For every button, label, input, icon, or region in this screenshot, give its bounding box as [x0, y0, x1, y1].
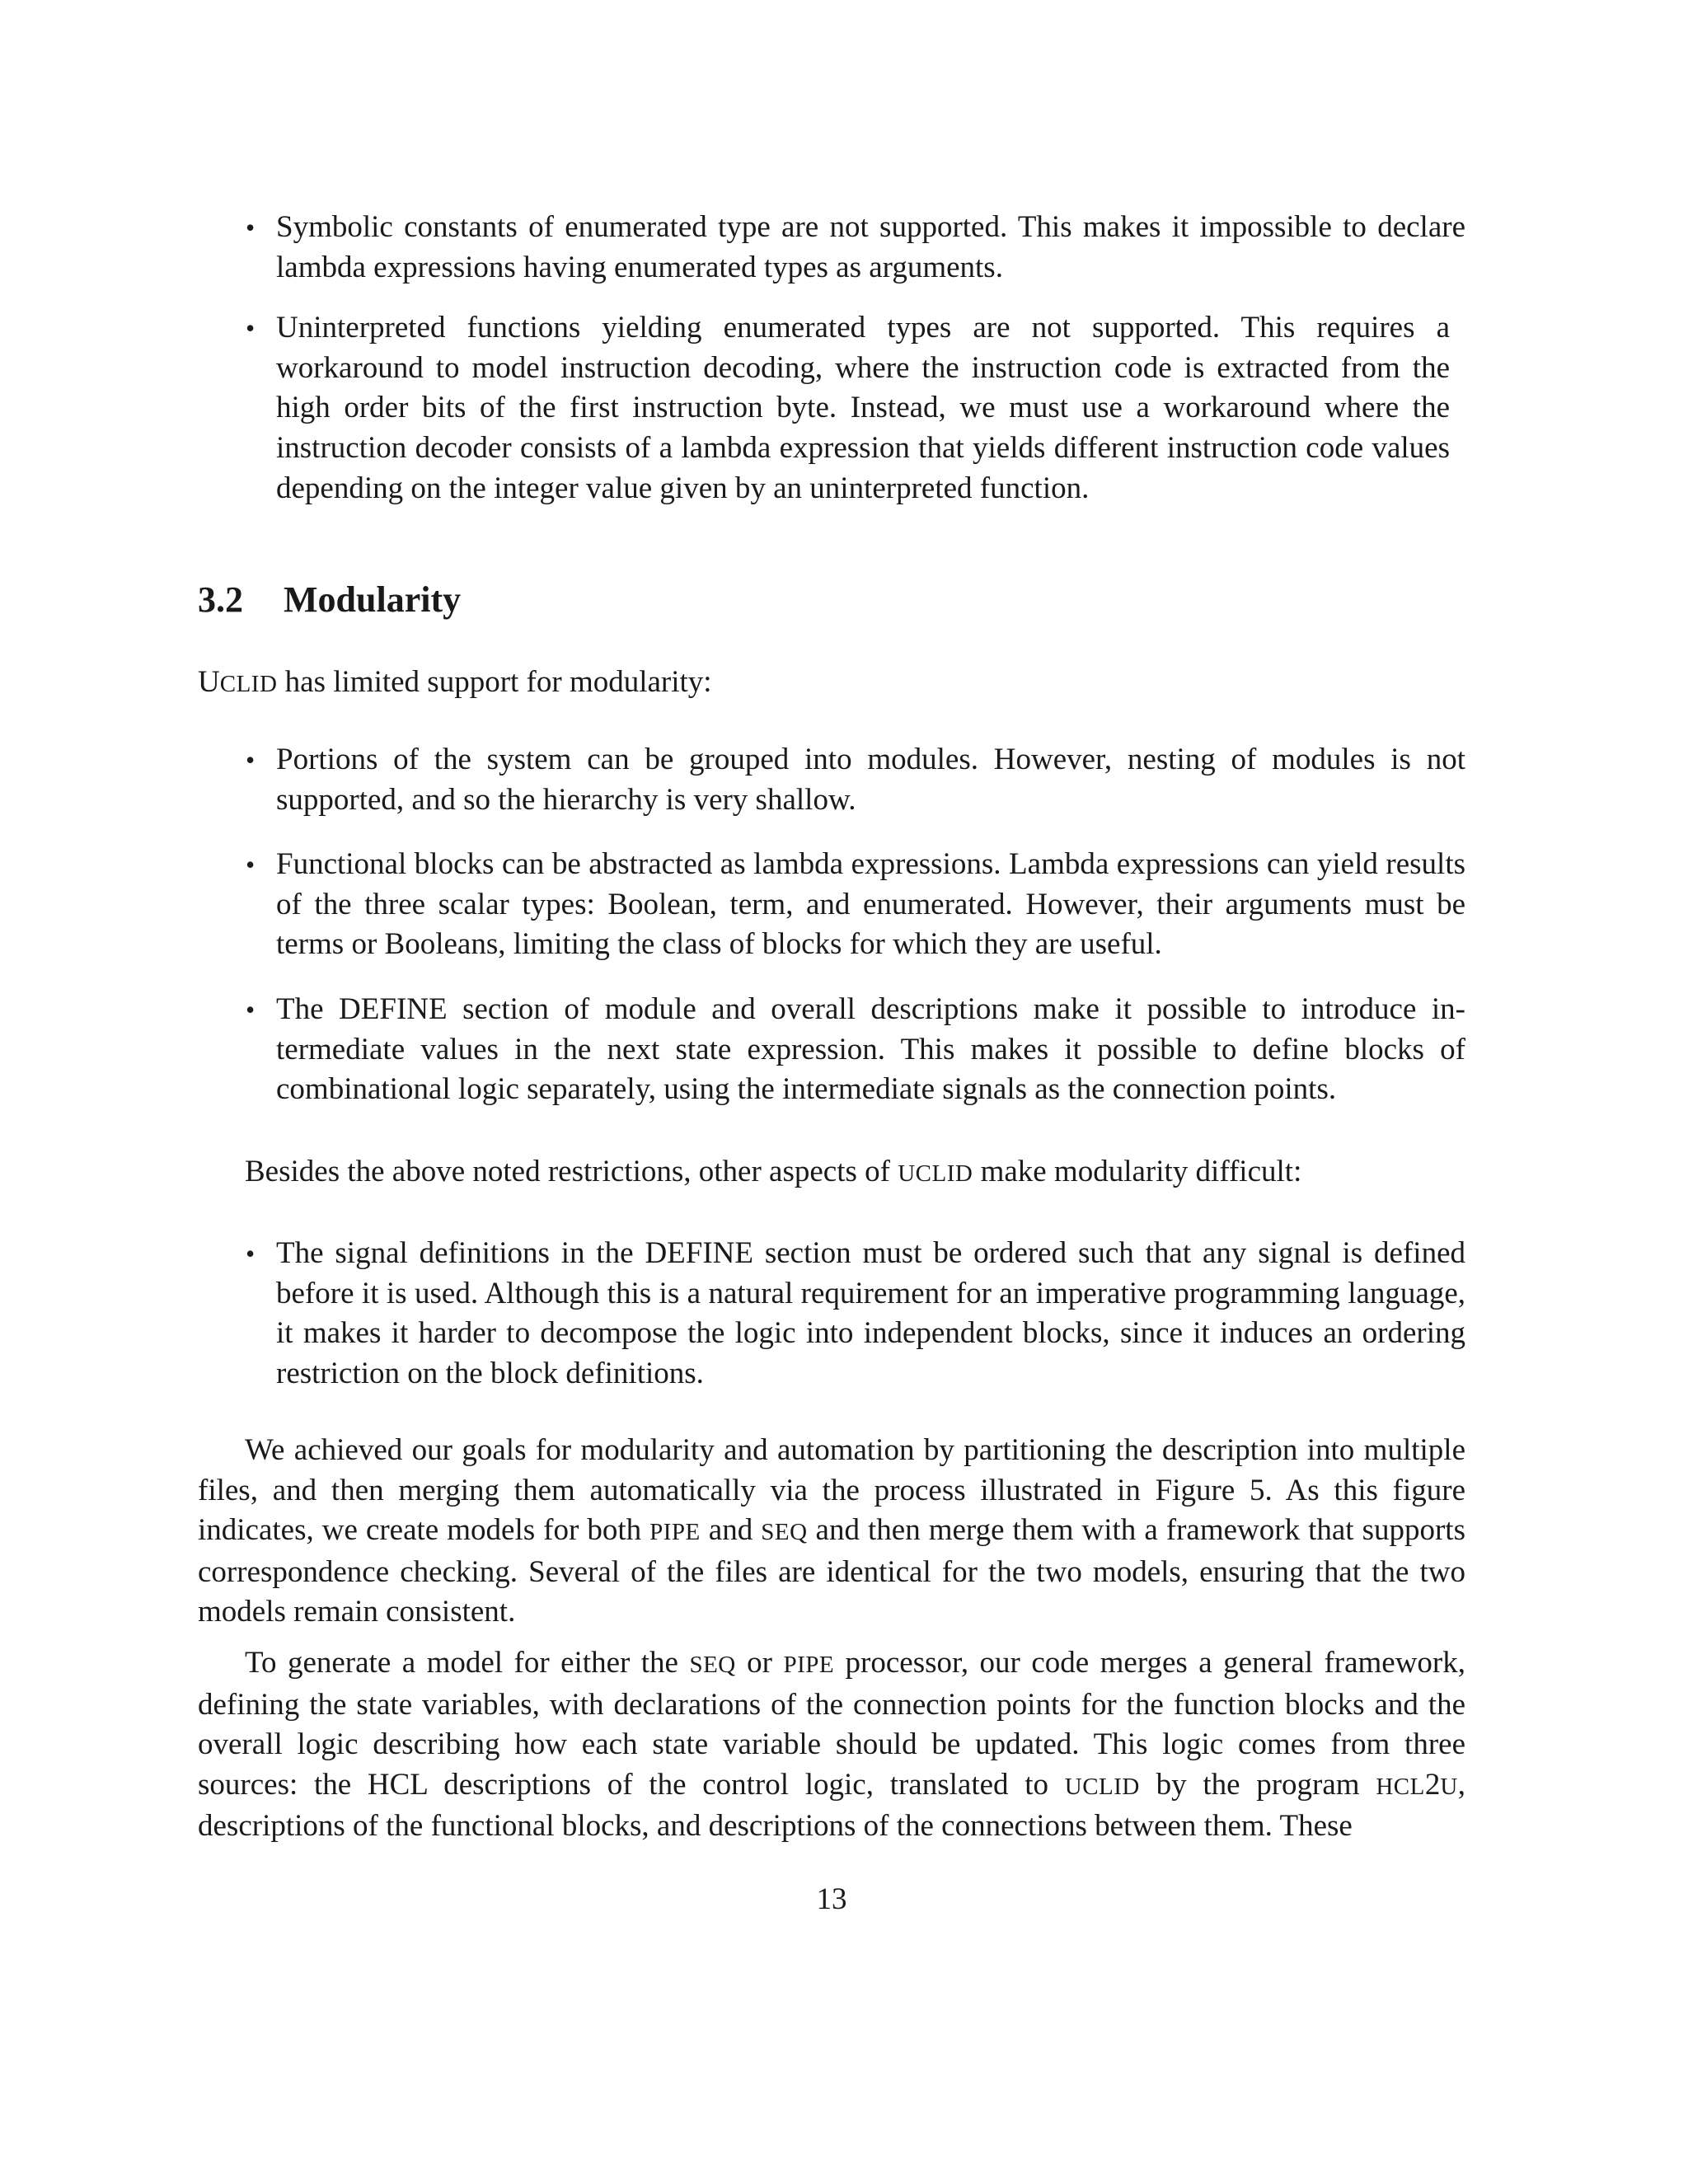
- hcl2u-name: HCL2U: [1376, 1767, 1458, 1802]
- section-heading: [198, 577, 461, 623]
- bullet-icon: •: [246, 745, 256, 775]
- list-item: [198, 1234, 1465, 1394]
- list-item-text: Portions of the system can be grouped into modules. However, nesting of modules is not supported, and so the hierarchy is very shallow.: [276, 743, 1465, 817]
- pipe-name: PIPE: [783, 1652, 835, 1678]
- list-item: [198, 740, 1465, 820]
- list-item-text: The signal definitions in the DEFINE section must be ordered such that any signal is defined before it is used. Although this is a natural requirement for an imperative programming language, it makes it harder to decompose the logic into independent blocks, since it induces an ordering restriction on the block definitions.: [276, 1236, 1465, 1390]
- list-item: [198, 845, 1465, 965]
- pipe-name: PIPE: [649, 1519, 701, 1546]
- list-item-text: Functional blocks can be abstracted as lambda expressions. Lambda expressions can yield results of the three scalar types: Boolean, term, and enumerated. However, their arguments must be terms or Booleans, limiting the class of blocks for which they are useful.: [276, 847, 1465, 962]
- section-title: Modularity: [284, 579, 462, 620]
- uclid-name: UCLID: [1064, 1773, 1140, 1800]
- bullet-icon: •: [246, 850, 256, 880]
- section-number: 3.2: [198, 579, 243, 620]
- list-item-text: Symbolic constants of enumerated type are not supported. This makes it impossible to declare lambda expressions having enumerated types as arguments.: [276, 210, 1465, 284]
- list-item-text: The DEFINE section of module and overall descriptions make it possible to introduce intermediate values in the next state expression. This makes it possible to define blocks of combinational logic separately, using the intermediate signals as the connection points.: [276, 991, 1465, 1107]
- list-item-text: Uninterpreted functions yielding enumerated types are not supported. This requires a workaround to model instruction decoding, where the instruction code is extracted from the high order bits of the first instruction byte. Instead, we must use a workaround where the instruction decoder consists of a lambda expression that yields different instruction code values depending on the integer value given by an uninterpreted function.: [276, 311, 1450, 505]
- modularity-support-list: [198, 740, 1465, 1110]
- uclid-name: UCLID: [898, 1160, 973, 1187]
- seq-name: SEQ: [689, 1652, 736, 1678]
- intro-paragraph: UCLID has limited support for modularity:: [198, 665, 712, 699]
- page-number: 13: [816, 1882, 847, 1916]
- besides-paragraph: Besides the above noted restrictions, other aspects of UCLID make modularity difficult:: [245, 1155, 1302, 1188]
- bullet-icon: •: [246, 213, 256, 242]
- uclid-name: UCLID: [198, 665, 278, 699]
- bullet-icon: •: [246, 1239, 256, 1268]
- list-item: [198, 308, 1633, 509]
- list-item: [198, 990, 1465, 1110]
- bullet-icon: •: [246, 313, 256, 344]
- list-item: [198, 208, 1465, 288]
- body-paragraph: To generate a model for either the SEQ or PIPE processor, our code merges a general framework, defining the state variables, with declarations of the connection points for the function blocks and the overall logic describing how each state variable should be updated. This logic comes from three sources: the HCL descriptions of the control logic, translated to UCLID by the program HCL2U, descriptions of the functional blocks, and descriptions of the connections between them. These: [198, 1646, 1466, 1844]
- bullet-icon: •: [246, 994, 256, 1024]
- paper-page: [198, 0, 1465, 2184]
- body-paragraph: We achieved our goals for modularity and automation by partitioning the description into multiple files, and then merging them automatically via the process illustrated in Figure 5. As this figure indicates, we create models for both PIPE and SEQ and then merge them with a framework that supports correspondence checking. Several of the files are identical for the two models, ensuring that the two models remain consistent.: [198, 1433, 1465, 1629]
- seq-name: SEQ: [761, 1519, 808, 1546]
- difficulty-list: [198, 1234, 1465, 1394]
- restrictions-list: [198, 208, 1465, 509]
